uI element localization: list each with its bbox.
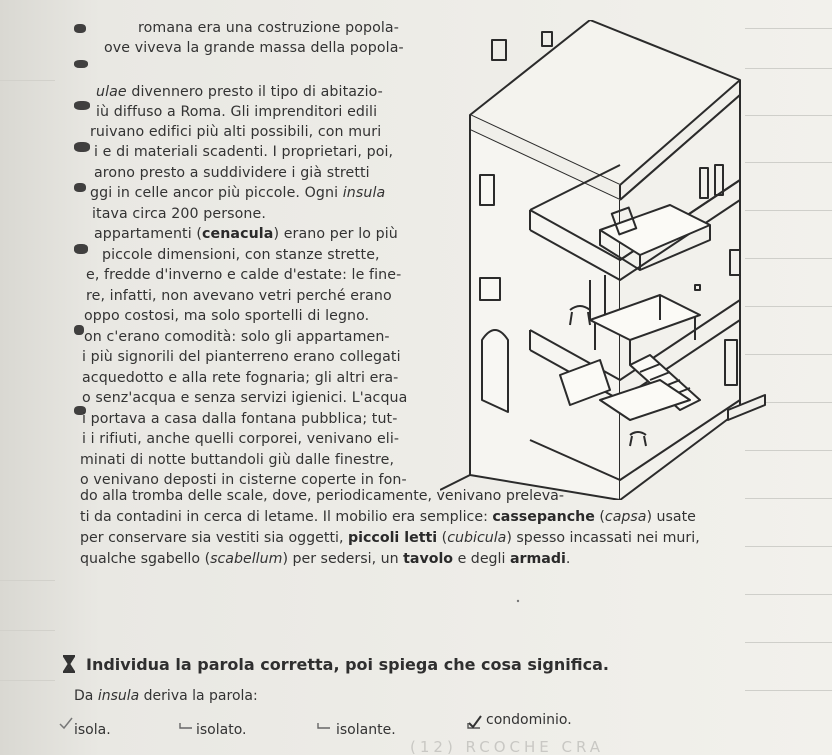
ruled-line <box>0 80 55 81</box>
text-bold-fragment: piccoli letti <box>347 530 438 546</box>
text-line <box>90 183 385 203</box>
text-line: i e di materiali scadenti. I proprietari, poi, <box>94 144 394 160</box>
text-line <box>96 82 383 102</box>
ruled-line <box>745 690 832 691</box>
ink-blotch <box>74 60 88 68</box>
option-checkbox-isolante[interactable] <box>316 715 332 731</box>
text-line <box>94 224 398 244</box>
prompt-fragment: deriva la parola: <box>139 688 258 704</box>
option-condominio[interactable]: condominio. <box>486 712 572 728</box>
text-fragment: per conservare sia vestiti sia oggetti, <box>80 530 348 546</box>
option-isola[interactable]: isola. <box>74 722 111 738</box>
faint-handwriting: (12) RCOCHE CRA <box>410 738 605 755</box>
text-fragment: ggi in celle ancor più piccole. Ogni <box>90 185 343 201</box>
text-line: o senz'acqua e senza servizi igienici. L'acqua <box>82 390 408 406</box>
ink-blotch <box>74 183 86 192</box>
arched-door <box>482 330 508 412</box>
text-line: iù diffuso a Roma. Gli imprenditori edili <box>96 104 378 120</box>
hourglass-icon <box>62 655 76 673</box>
text-line: itava circa 200 persone. <box>92 206 266 222</box>
ruled-line <box>0 580 55 581</box>
text-line: e, fredde d'inverno e calde d'estate: le fine- <box>86 267 402 283</box>
text-line: arono presto a suddividere i già stretti <box>94 165 370 181</box>
text-line <box>80 551 570 567</box>
ruled-line <box>745 546 832 547</box>
text-fragment: (cubicula) spesso incassati nei muri, <box>437 530 700 546</box>
text-line: on c'erano comodità: solo gli appartamen- <box>84 329 390 345</box>
option-checkbox-isola[interactable] <box>58 715 74 731</box>
text-italic-fragment: ulae <box>96 84 127 100</box>
text-line: o venivano deposti in cisterne coperte in fon- <box>80 472 407 488</box>
insula-illustration <box>440 20 770 500</box>
option-isolato[interactable]: isolato. <box>196 722 247 738</box>
text-line: i i rifiuti, anche quelli corporei, venivano eli- <box>82 431 400 447</box>
pencil-dot <box>515 598 521 604</box>
ruled-line <box>745 642 832 643</box>
ink-blotch <box>74 244 88 254</box>
option-isolante[interactable]: isolante. <box>336 722 396 738</box>
text-bold-fragment: cassepanche <box>492 509 595 525</box>
text-line: romana era una costruzione popola- <box>138 20 399 36</box>
text-fragment: qualche sgabello (scabellum) per sedersi, un <box>80 551 404 567</box>
option-checkbox-isolato[interactable] <box>178 715 194 731</box>
prompt-fragment: Da <box>74 688 98 704</box>
text-fragment: . <box>565 551 571 567</box>
text-line: oppo costosi, ma solo sportelli di legno. <box>84 308 370 324</box>
prompt-italic: insula <box>97 688 140 704</box>
window <box>480 175 494 205</box>
text-line <box>80 530 700 546</box>
text-line: i più signorili del pianterreno erano collegati <box>82 349 401 365</box>
text-fragment: divennero presto il tipo di abitazio- <box>126 84 383 100</box>
exercise-prompt <box>74 688 258 704</box>
roof-window <box>492 40 506 60</box>
ruled-line <box>0 680 55 681</box>
exercise-title: Individua la parola corretta, poi spiega che cosa significa. <box>86 655 609 674</box>
ink-blotch <box>74 142 90 152</box>
ink-blotch <box>74 24 86 33</box>
text-line: minati di notte buttandoli giù dalle finestre, <box>80 452 395 468</box>
text-italic-fragment: insula <box>342 185 386 201</box>
ink-blotch <box>74 101 90 110</box>
text-fragment: appartamenti ( <box>94 226 202 242</box>
ruled-line <box>0 630 55 631</box>
text-line: acquedotto e alla rete fognaria; gli altri era- <box>82 370 399 386</box>
text-fragment: e degli <box>453 551 510 567</box>
ink-blotch <box>74 325 84 335</box>
text-fragment: ) erano per lo più <box>273 226 398 242</box>
text-bold-fragment: armadi <box>509 551 566 567</box>
text-fragment: (capsa) usate <box>594 509 696 525</box>
ruled-line <box>745 594 832 595</box>
text-bold-fragment: tavolo <box>403 551 454 567</box>
text-line <box>80 509 696 525</box>
text-line: ove viveva la grande massa della popola- <box>104 40 404 56</box>
text-bold-fragment: cenacula <box>201 226 274 242</box>
text-line: piccole dimensioni, con stanze strette, <box>102 247 380 263</box>
text-line: ruivano edifici più alti possibili, con muri <box>90 124 382 140</box>
text-line: i portava a casa dalla fontana pubblica; tut- <box>82 411 398 427</box>
text-line: re, infatti, non avevano vetri perché erano <box>86 288 392 304</box>
text-line: do alla tromba delle scale, dove, periodicamente, venivano preleva- <box>80 488 564 504</box>
text-fragment: ti da contadini in cerca di letame. Il mobilio era semplice: <box>80 509 493 525</box>
option-checkbox-condominio-checked[interactable] <box>466 715 482 731</box>
